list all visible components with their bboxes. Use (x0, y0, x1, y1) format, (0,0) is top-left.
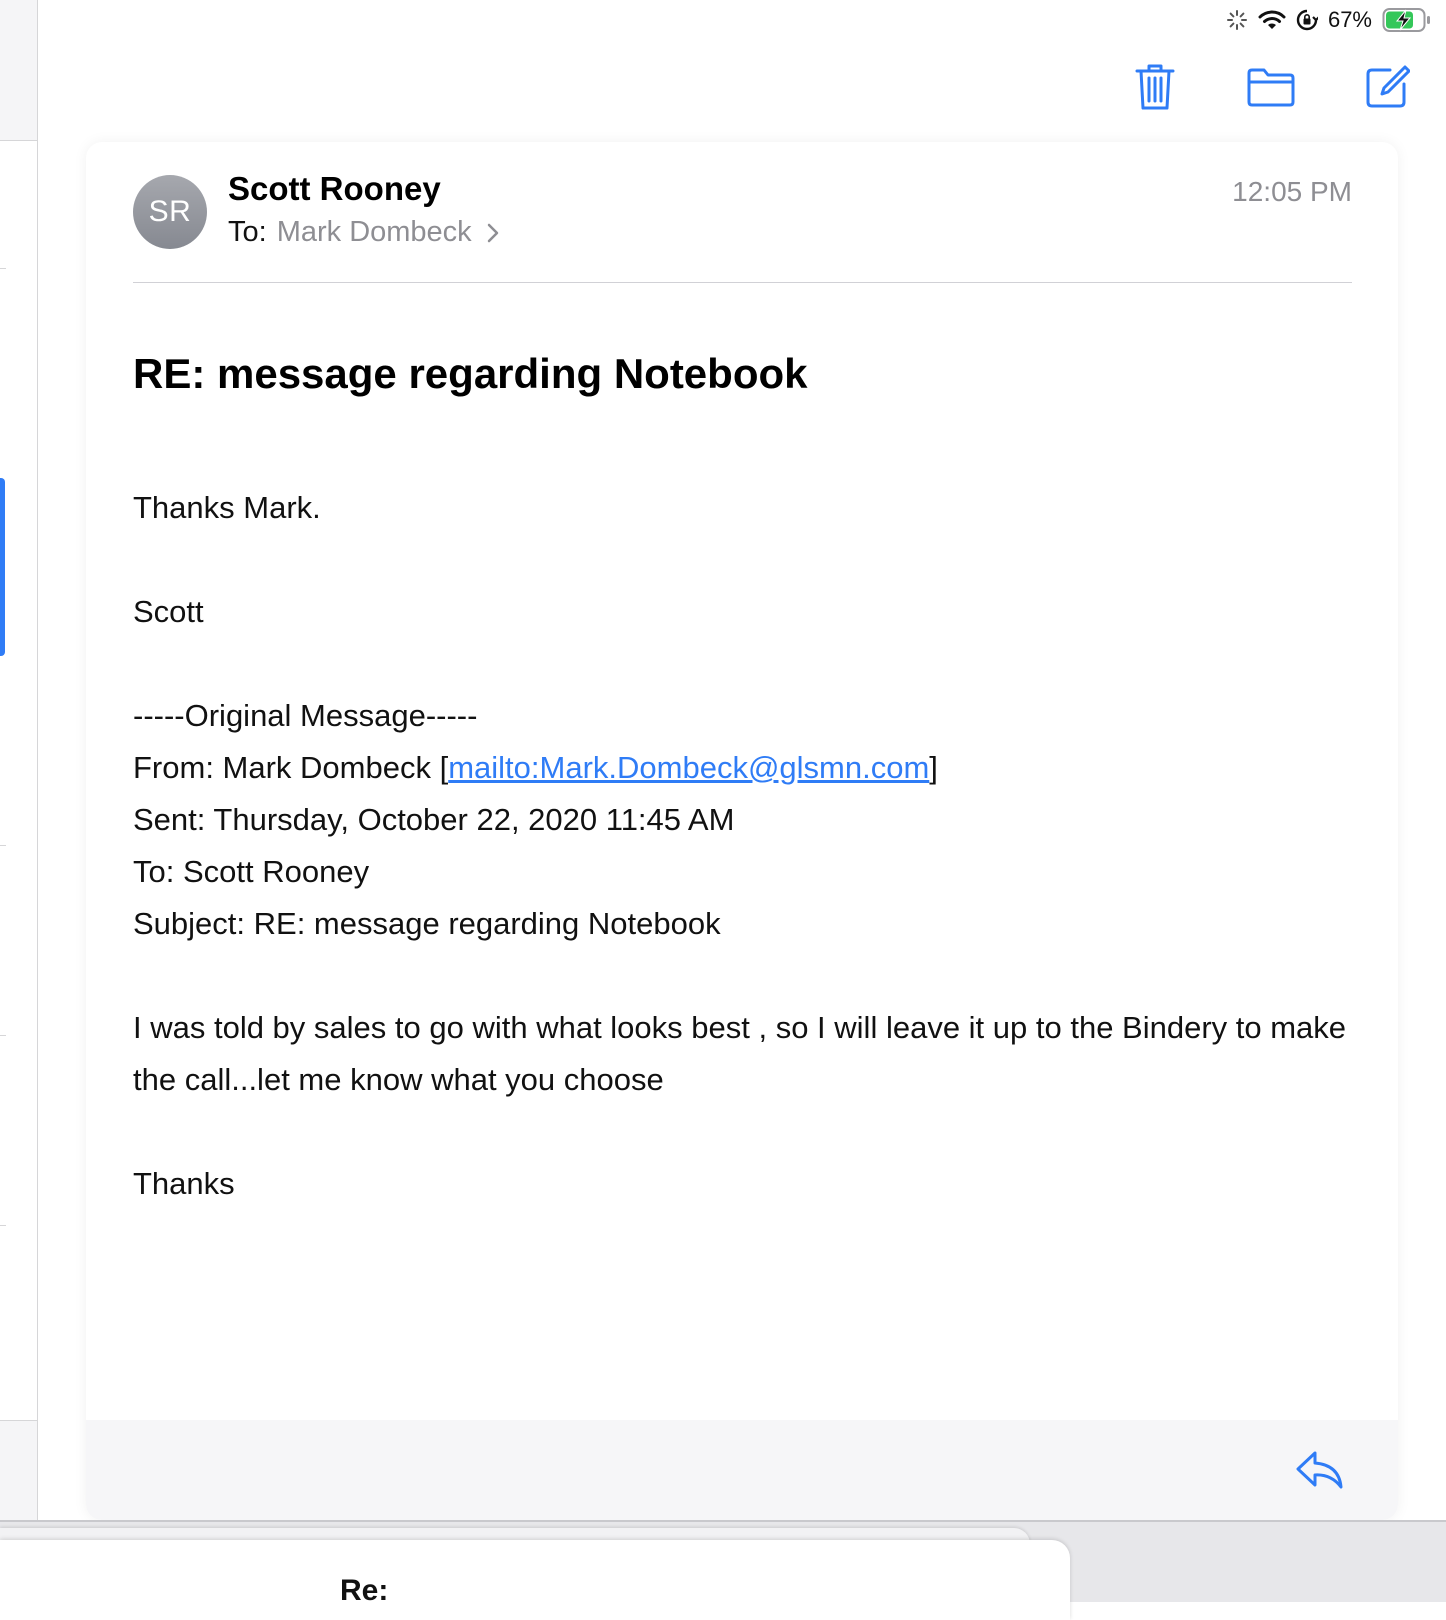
trash-icon (1134, 62, 1176, 112)
move-to-folder-button[interactable] (1244, 60, 1298, 114)
reply-icon (1295, 1449, 1345, 1491)
message-footer (86, 1420, 1398, 1520)
body-line: Thanks Mark. (133, 490, 321, 525)
delete-button[interactable] (1128, 60, 1182, 114)
minimized-draft[interactable] (0, 1540, 1070, 1620)
status-bar (1226, 6, 1432, 34)
from-prefix: From: Mark Dombeck [ (133, 750, 449, 785)
sidebar-header (0, 0, 37, 141)
message-toolbar (1128, 60, 1414, 114)
folder-icon (1246, 66, 1296, 108)
message-card (86, 142, 1398, 1520)
compose-icon (1364, 64, 1410, 110)
original-subject-line: Subject: RE: message regarding Notebook (133, 906, 721, 941)
original-message-header: -----Original Message----- (133, 698, 478, 733)
list-divider (0, 1035, 6, 1036)
compose-button[interactable] (1360, 60, 1414, 114)
battery-percentage: 67% (1327, 7, 1372, 32)
list-divider (0, 845, 6, 846)
recipient-line[interactable] (228, 216, 500, 249)
activity-icon (1226, 9, 1248, 31)
original-sent-line: Sent: Thursday, October 22, 2020 11:45 AM (133, 802, 735, 837)
header-divider (133, 282, 1352, 283)
selected-message-indicator[interactable] (0, 478, 5, 656)
sender-name[interactable]: Scott Rooney (228, 170, 441, 207)
list-divider (0, 1225, 6, 1226)
mailbox-sidebar (0, 0, 38, 1520)
list-divider (0, 268, 6, 269)
original-from-line (133, 742, 1353, 794)
email-link[interactable]: mailto:Mark.Dombeck@glsmn.com (448, 750, 930, 785)
to-label: To: (228, 216, 267, 248)
orientation-lock-icon (1296, 9, 1318, 31)
message-time: 12:05 PM (1232, 176, 1352, 207)
sidebar-footer (0, 1420, 37, 1521)
chevron-right-icon[interactable] (486, 221, 500, 245)
sender-avatar[interactable]: SR (133, 175, 207, 249)
body-paragraph: I was told by sales to go with what looks best , so I will leave it up to the Bindery to make the call...let me know what you choose (133, 1010, 1347, 1097)
body-line: Scott (133, 594, 204, 629)
reply-button[interactable] (1292, 1442, 1348, 1498)
recipient-name[interactable]: Mark Dombeck (276, 216, 472, 248)
draft-title: Re: (340, 1574, 389, 1607)
from-suffix: ] (929, 750, 938, 785)
body-closing: Thanks (133, 1166, 235, 1201)
wifi-icon (1258, 9, 1286, 31)
original-to-line: To: Scott Rooney (133, 854, 370, 889)
message-body (133, 482, 1353, 1210)
battery-charging-icon (1382, 7, 1432, 33)
message-subject: RE: message regarding Notebook (133, 350, 808, 397)
